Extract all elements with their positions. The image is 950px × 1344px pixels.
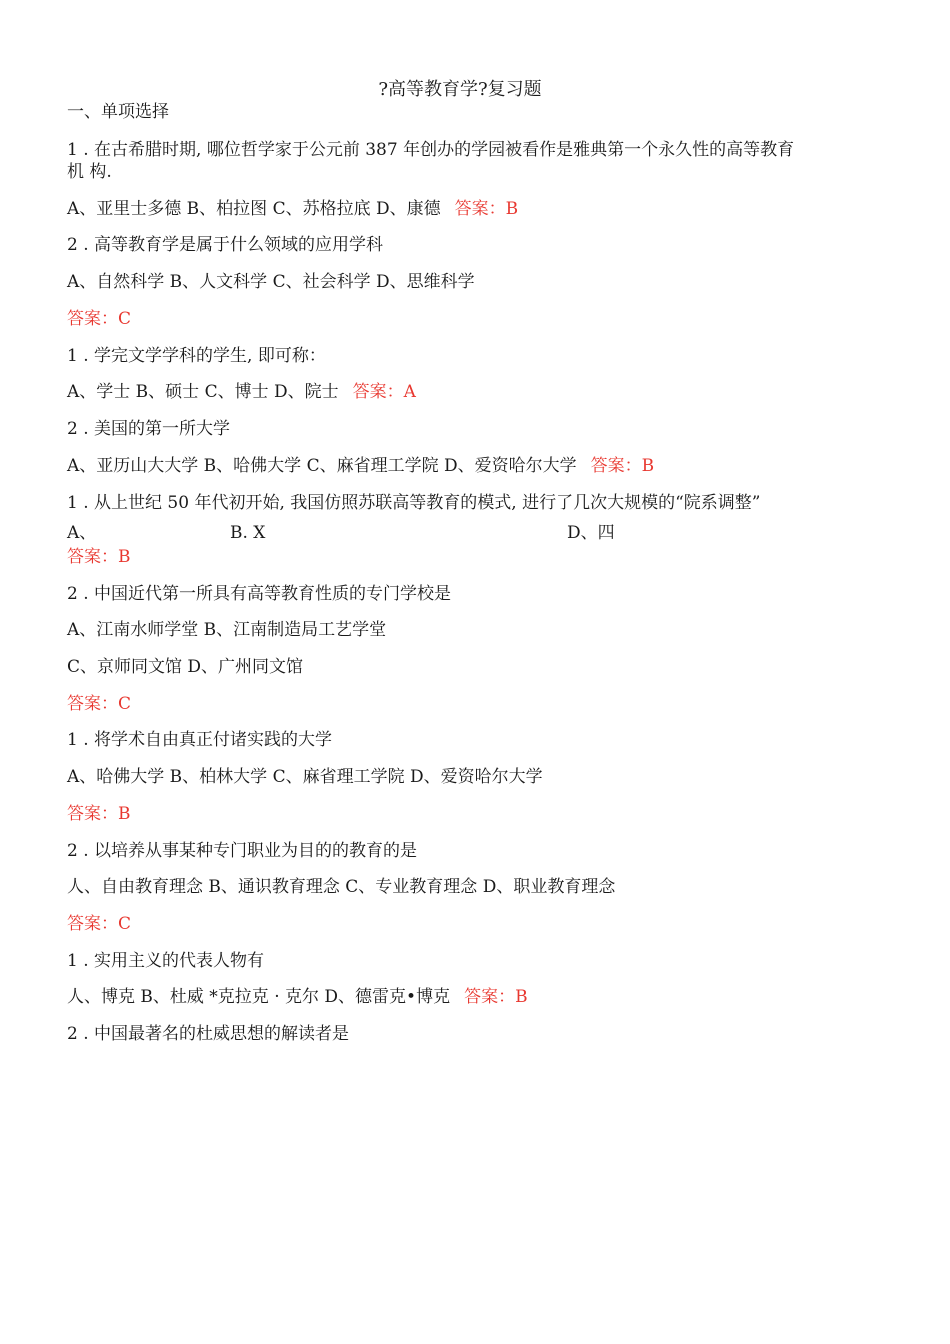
question-4-text: 2 . 美国的第一所大学 [67, 419, 231, 439]
question-2-text: 2 . 高等教育学是属于什么领域的应用学科 [67, 235, 384, 255]
question-3-text: 1 . 学完文学学科的学生, 即可称： [67, 346, 326, 366]
question-6-text: 2 . 中国近代第一所具有高等教育性质的专门学校是 [67, 584, 452, 604]
question-8-text: 2 . 以培养从事某种专门职业为目的的教育的是 [67, 841, 418, 861]
question-5-option-a: A、 [67, 523, 97, 543]
question-4-options [67, 455, 654, 477]
question-10-text: 2 . 中国最著名的杜威思想的解读者是 [67, 1024, 350, 1044]
question-7-options: A、哈佛大学 B、柏林大学 C、麻省理工学院 D、爱资哈尔大学 [67, 767, 543, 787]
question-1-options [67, 198, 518, 220]
question-7-answer-label: 答案： [67, 804, 118, 824]
question-9-text: 1 . 实用主义的代表人物有 [67, 951, 265, 971]
question-2-answer-label: 答案： [67, 309, 118, 329]
question-1-text-line1: 1 . 在古希腊时期, 哪位哲学家于公元前 387 年创办的学园被看作是雅典第一个永久性的高等教育 [67, 140, 795, 160]
question-5-text: 1 . 从上世纪 50 年代初开始, 我国仿照苏联高等教育的模式, 进行了几次大规模的“院系调整” [67, 493, 761, 513]
question-8-answer: C [118, 914, 132, 934]
question-9-option-list: 人、博克 B、杜威 *克拉克 · 克尔 D、德雷克•博克 [67, 987, 451, 1007]
question-5-answer-label: 答案： [67, 547, 118, 567]
question-1-text-line2: 机 构. [67, 162, 112, 182]
question-7-answer-line [67, 803, 131, 825]
question-3-options [67, 381, 416, 403]
question-8-answer-label: 答案： [67, 914, 118, 934]
section-heading: 一、单项选择 [67, 102, 169, 122]
question-8-options: 人、自由教育理念 B、通识教育理念 C、专业教育理念 D、职业教育理念 [67, 877, 616, 897]
question-2-options: A、自然科学 B、人文科学 C、社会科学 D、思维科学 [67, 272, 475, 292]
question-2-answer-line [67, 308, 131, 330]
question-1-answer: B [505, 199, 519, 219]
question-2-answer: C [118, 309, 132, 329]
question-7-answer: B [118, 804, 131, 824]
question-6-options-line1: A、江南水师学堂 B、江南制造局工艺学堂 [67, 620, 387, 640]
question-9-answer: B [515, 987, 528, 1007]
question-6-options-line2: C、京师同文馆 D、广州同文馆 [67, 657, 304, 677]
question-1-option-list: A、亚里士多德 B、柏拉图 C、苏格拉底 D、康德 [67, 199, 441, 219]
question-9-answer-label: 答案： [464, 987, 516, 1007]
question-8-answer-line [67, 913, 131, 935]
question-4-answer: B [641, 456, 655, 476]
question-3-answer-label: 答案： [352, 382, 404, 402]
question-3-answer: A [403, 382, 416, 402]
question-5-answer-line [67, 546, 131, 568]
question-4-option-list: A、亚历山大大学 B、哈佛大学 C、麻省理工学院 D、爱资哈尔大学 [67, 456, 577, 476]
question-7-text: 1 . 将学术自由真正付诸实践的大学 [67, 730, 333, 750]
question-6-answer-label: 答案： [67, 694, 118, 714]
question-1-answer-label: 答案： [454, 199, 506, 219]
question-5-option-b: B. X [230, 523, 266, 543]
question-3-option-list: A、学士 B、硕士 C、博士 D、院士 [67, 382, 339, 402]
question-4-answer-label: 答案： [590, 456, 642, 476]
question-5-option-d: D、四 [567, 523, 615, 543]
question-6-answer-line [67, 693, 131, 715]
question-9-options [67, 986, 528, 1008]
document-title: ?高等教育学?复习题 [378, 79, 542, 100]
question-6-answer: C [118, 694, 132, 714]
question-5-answer: B [118, 547, 131, 567]
